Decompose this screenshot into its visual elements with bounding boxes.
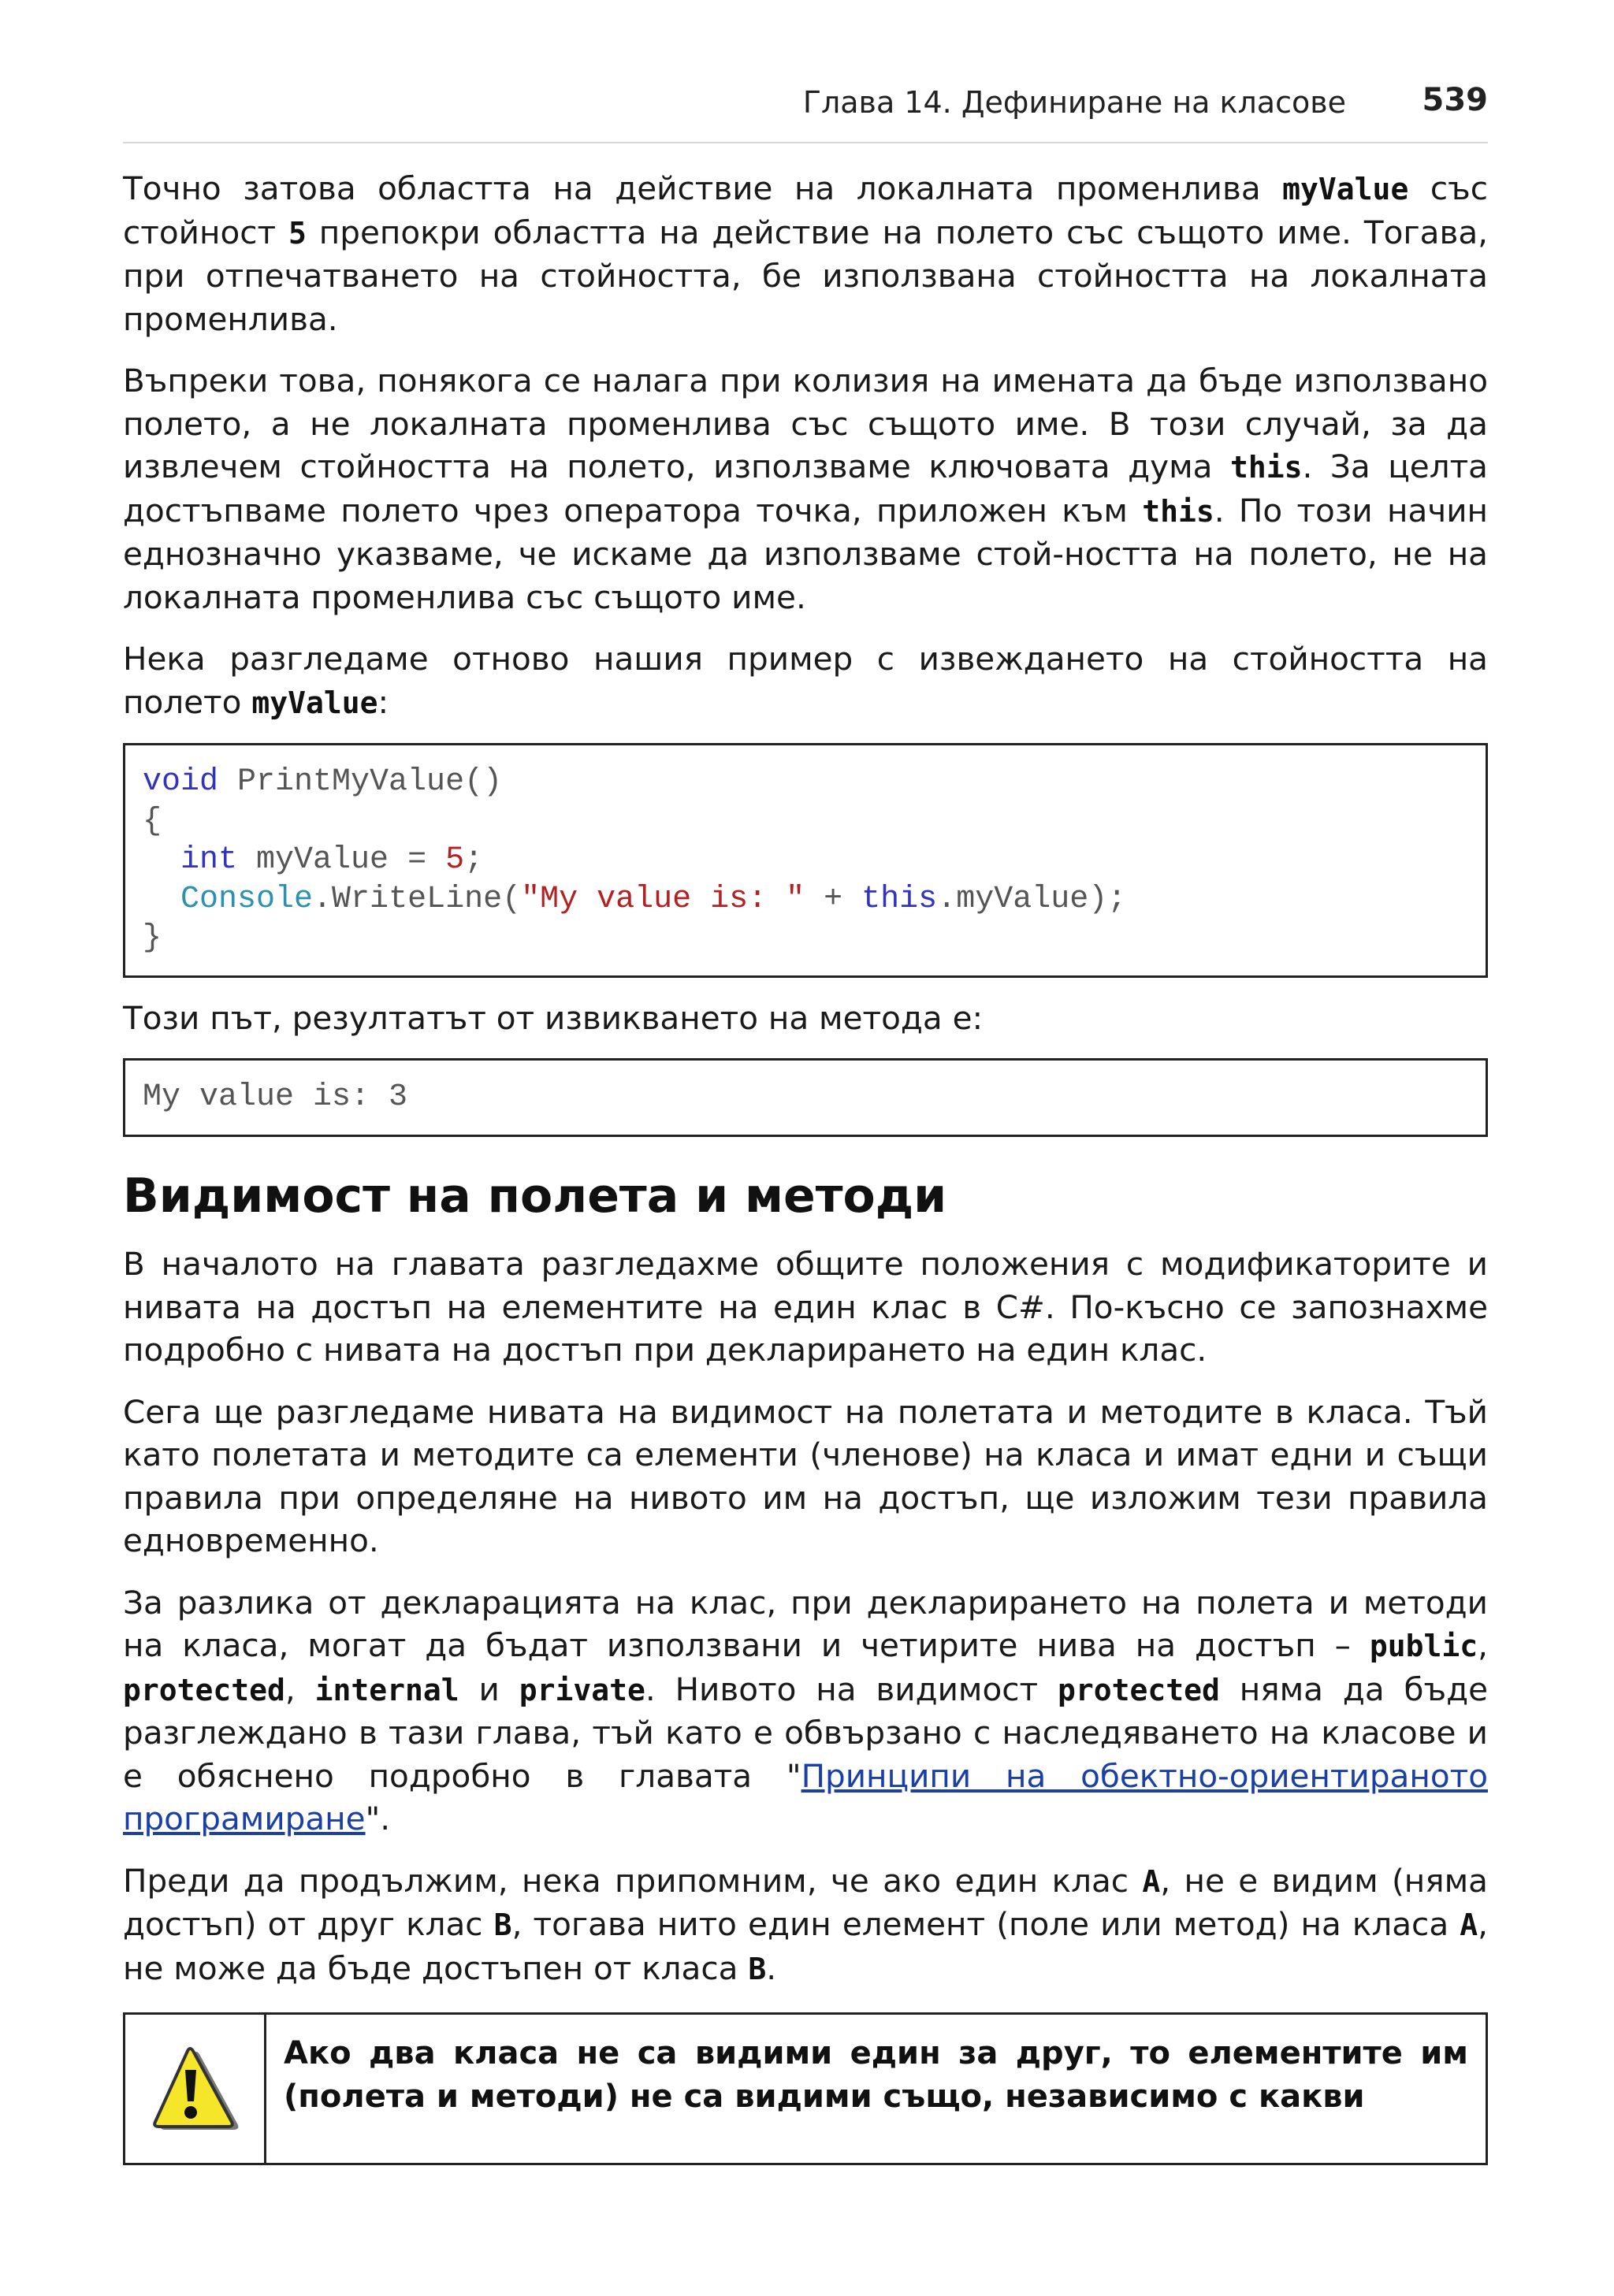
inline-code: myValue: [251, 685, 378, 720]
chapter-link[interactable]: Принципи на обектно-ориентираното програмиране: [123, 1756, 1488, 1837]
paragraph-3: [123, 637, 1488, 724]
code-text: .WriteLine(: [313, 881, 522, 917]
code-text: myValue =: [237, 842, 446, 878]
page-content: [123, 167, 1488, 2165]
warning-box: [123, 2012, 1488, 2165]
paragraph-6: [123, 1391, 1488, 1562]
warning-text: Ако два класа не са видими един за друг, то елементите им (полета и методи) не са видими също, независимо с какви: [284, 2035, 1468, 2115]
paragraph-2: [123, 359, 1488, 619]
text: , тогава нито един елемент (поле или метод) на класа: [511, 1905, 1460, 1943]
text: със стойност: [123, 169, 1488, 251]
inline-code: internal: [314, 1672, 459, 1707]
text: няма да бъде разглеждано в тази глава, тъй като е обвързано с наследяването на класове и е обяснено подробно в главата ": [123, 1670, 1489, 1795]
inline-code: A: [1460, 1908, 1478, 1942]
text: ".: [365, 1800, 391, 1837]
code-text: +: [805, 881, 862, 917]
code-type: Console: [180, 881, 314, 917]
text: За разлика от декларацията на клас, при декларирането на полета и методи на класа, могат да бъдат използвани и четирите нива на достъп –: [123, 1583, 1488, 1664]
paragraph-4: [123, 997, 1488, 1040]
inline-code: protected: [1057, 1672, 1220, 1707]
text: Нека разгледаме отново нашия пример с извеждането на стойността на полето: [123, 640, 1488, 721]
inline-code: myValue: [1282, 172, 1409, 206]
text: ,: [1478, 1626, 1488, 1664]
text: ,: [284, 1670, 315, 1708]
code-keyword: void: [143, 764, 219, 800]
code-string: "My value is: ": [521, 881, 805, 917]
code-text: PrintMyValue(): [218, 764, 503, 800]
text: . Нивото на видимост: [645, 1670, 1058, 1708]
warning-icon: [148, 2046, 241, 2131]
code-text: {: [143, 803, 162, 839]
code-text: ;: [464, 842, 484, 878]
inline-code: private: [519, 1672, 645, 1707]
text: Този път, резултатът от извикването на метода е:: [123, 998, 984, 1037]
text: .: [766, 1949, 777, 1987]
inline-code: 5: [288, 215, 307, 251]
code-number: 5: [445, 842, 465, 878]
page-number: 539: [1422, 82, 1488, 118]
text: Сега ще разгледаме нивата на видимост на полетата и методите в класа. Тъй като полетата и методите са елементи (членове) на класа и имат едни и същи правила при определяне на нивото им на достъп, ще изложим тези правила едновременно.: [123, 1392, 1488, 1559]
code-keyword: int: [180, 842, 238, 878]
code-text: }: [143, 920, 162, 956]
text: Въпреки това, понякога се налага при колизия на имената да бъде използвано полето, а не локалната променлива със същото име. В този случай, за да извлечем стойността на полето, използваме ключовата дума: [123, 362, 1488, 485]
inline-code: protected: [123, 1672, 285, 1707]
text: препокри областта на действие на полето със същото име. Тогава, при отпечатването на стойността, бе използвана стойността на локалната променлива.: [123, 213, 1489, 338]
warning-icon-cell: [125, 2015, 266, 2163]
inline-code: B: [748, 1951, 767, 1986]
text: Точно затова областта на действие на локалната променлива: [123, 169, 1283, 207]
chapter-title: Глава 14. Дефиниране на класове: [802, 85, 1346, 120]
text: . За целта достъпваме полето чрез оператора точка, приложен към: [123, 448, 1488, 529]
code-text: .myValue);: [937, 881, 1127, 917]
output-block: My value is: 3: [123, 1058, 1488, 1137]
code-block: [123, 743, 1488, 978]
text: и: [459, 1670, 519, 1708]
code-keyword: this: [861, 881, 938, 917]
text: . По този начин еднозначно указваме, че искаме да използваме стой-ността на полето, не на локалната променлива със същото име.: [123, 491, 1489, 616]
paragraph-7: [123, 1581, 1488, 1841]
paragraph-8: [123, 1859, 1488, 1991]
text: , не може да бъде достъпен от класа: [123, 1905, 1489, 1987]
text: В началото на главата разгледахме общите положения с модификаторите и нивата на достъп на елементите на един клас в C#. По-късно се запознахме подробно с нивата на достъп при декларирането на един клас.: [123, 1245, 1488, 1369]
inline-code: A: [1142, 1863, 1161, 1899]
paragraph-5: [123, 1243, 1488, 1372]
text: Преди да продължим, нека припомним, че ако един клас: [123, 1861, 1143, 1900]
inline-code: public: [1369, 1629, 1478, 1663]
inline-code: this: [1229, 450, 1303, 485]
paragraph-1: [123, 167, 1488, 340]
section-heading: Видимост на полета и методи: [123, 1168, 947, 1224]
text: :: [377, 682, 389, 721]
text: , не е видим (няма достъп) от друг клас: [123, 1861, 1488, 1943]
page-header: [123, 79, 1488, 143]
inline-code: B: [493, 1908, 512, 1942]
inline-code: this: [1142, 493, 1214, 529]
